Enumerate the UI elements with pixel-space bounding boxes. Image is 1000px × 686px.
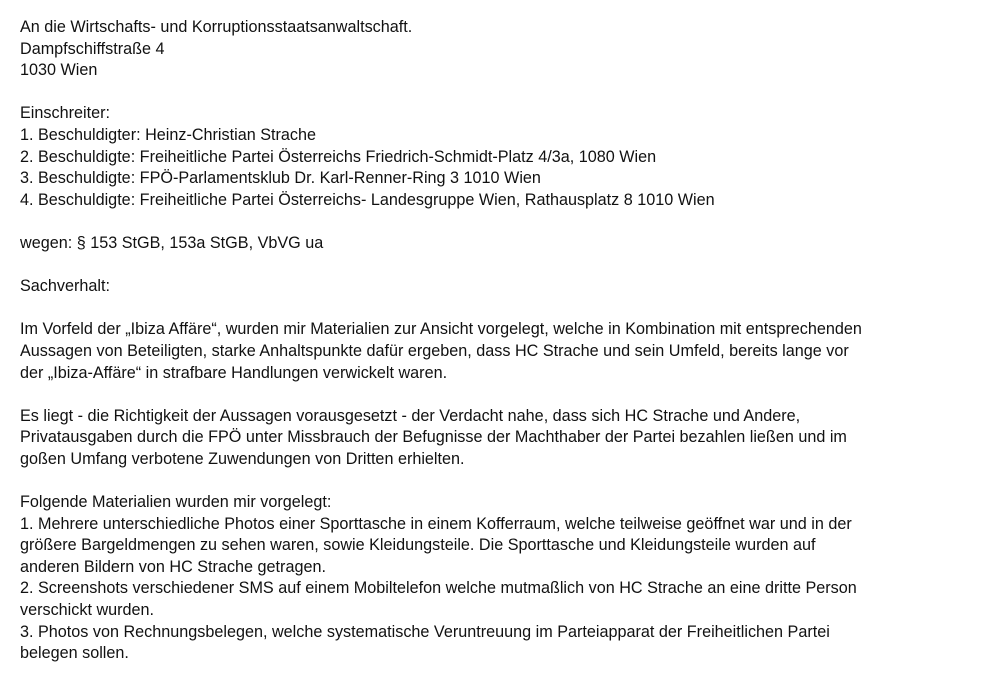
- materials-item-line: anderen Bildern von HC Strache getragen.: [20, 557, 326, 576]
- paragraph-line: Es liegt - die Richtigkeit der Aussagen vorausgesetzt - der Verdacht nahe, dass sich HC Strache und Andere,: [20, 406, 801, 425]
- paragraph-line: goßen Umfang verbotene Zuwendungen von Dritten erhielten.: [20, 449, 465, 468]
- materials-item-line: größere Bargeldmengen zu sehen waren, sowie Kleidungsteile. Die Sporttasche und Kleidungsteile wurden auf: [20, 536, 816, 555]
- paragraph-1: [20, 319, 988, 384]
- paragraph-line: der „Ibiza-Affäre“ in strafbare Handlungen verwickelt waren.: [20, 363, 448, 382]
- parties-heading: Einschreiter:: [20, 104, 110, 123]
- materials-item-line: 3. Photos von Rechnungsbelegen, welche systematische Veruntreuung im Parteiapparat der Freiheitlichen Partei: [20, 622, 830, 641]
- facts-heading: Sachverhalt:: [20, 277, 110, 296]
- charges-section: [20, 233, 988, 255]
- materials-item-line: 2. Screenshots verschiedener SMS auf einem Mobiltelefon welche mutmaßlich von HC Strache an eine dritte Person: [20, 579, 857, 598]
- materials-item-line: 1. Mehrere unterschiedliche Photos einer Sporttasche in einem Kofferraum, welche teilweise geöffnet war und in der: [20, 514, 852, 533]
- materials-section: [20, 492, 988, 665]
- materials-item-line: verschickt wurden.: [20, 601, 155, 620]
- address-line: Dampfschiffstraße 4: [20, 39, 165, 58]
- paragraph-line: Im Vorfeld der „Ibiza Affäre“, wurden mir Materialien zur Ansicht vorgelegt, welche in Kombination mit entsprechenden: [20, 320, 862, 339]
- charges-line: wegen: § 153 StGB, 153a StGB, VbVG ua: [20, 233, 324, 252]
- paragraph-2: [20, 406, 988, 471]
- recipient-address: [20, 17, 988, 82]
- party-item: 3. Beschuldigte: FPÖ-Parlamentsklub Dr. Karl-Renner-Ring 3 1010 Wien: [20, 169, 541, 188]
- parties-section: [20, 103, 988, 211]
- party-item: 1. Beschuldigter: Heinz-Christian Strache: [20, 125, 317, 144]
- address-line: 1030 Wien: [20, 61, 98, 80]
- facts-heading-section: [20, 276, 988, 298]
- address-line: An die Wirtschafts- und Korruptionsstaatsanwaltschaft.: [20, 18, 413, 36]
- paragraph-line: Aussagen von Beteiligten, starke Anhaltspunkte dafür ergeben, dass HC Strache und sein Umfeld, bereits lange vor: [20, 341, 849, 360]
- document-page: [20, 17, 988, 686]
- party-item: 4. Beschuldigte: Freiheitliche Partei Österreichs- Landesgruppe Wien, Rathausplatz 8 1010 Wien: [20, 190, 715, 209]
- materials-heading: Folgende Materialien wurden mir vorgelegt:: [20, 493, 332, 512]
- materials-item-line: belegen sollen.: [20, 644, 129, 663]
- paragraph-line: Privatausgaben durch die FPÖ unter Missbrauch der Befugnisse der Machthaber der Partei bezahlen ließen und im: [20, 428, 847, 447]
- party-item: 2. Beschuldigte: Freiheitliche Partei Österreichs Friedrich-Schmidt-Platz 4/3a, 1080 Wien: [20, 147, 657, 166]
